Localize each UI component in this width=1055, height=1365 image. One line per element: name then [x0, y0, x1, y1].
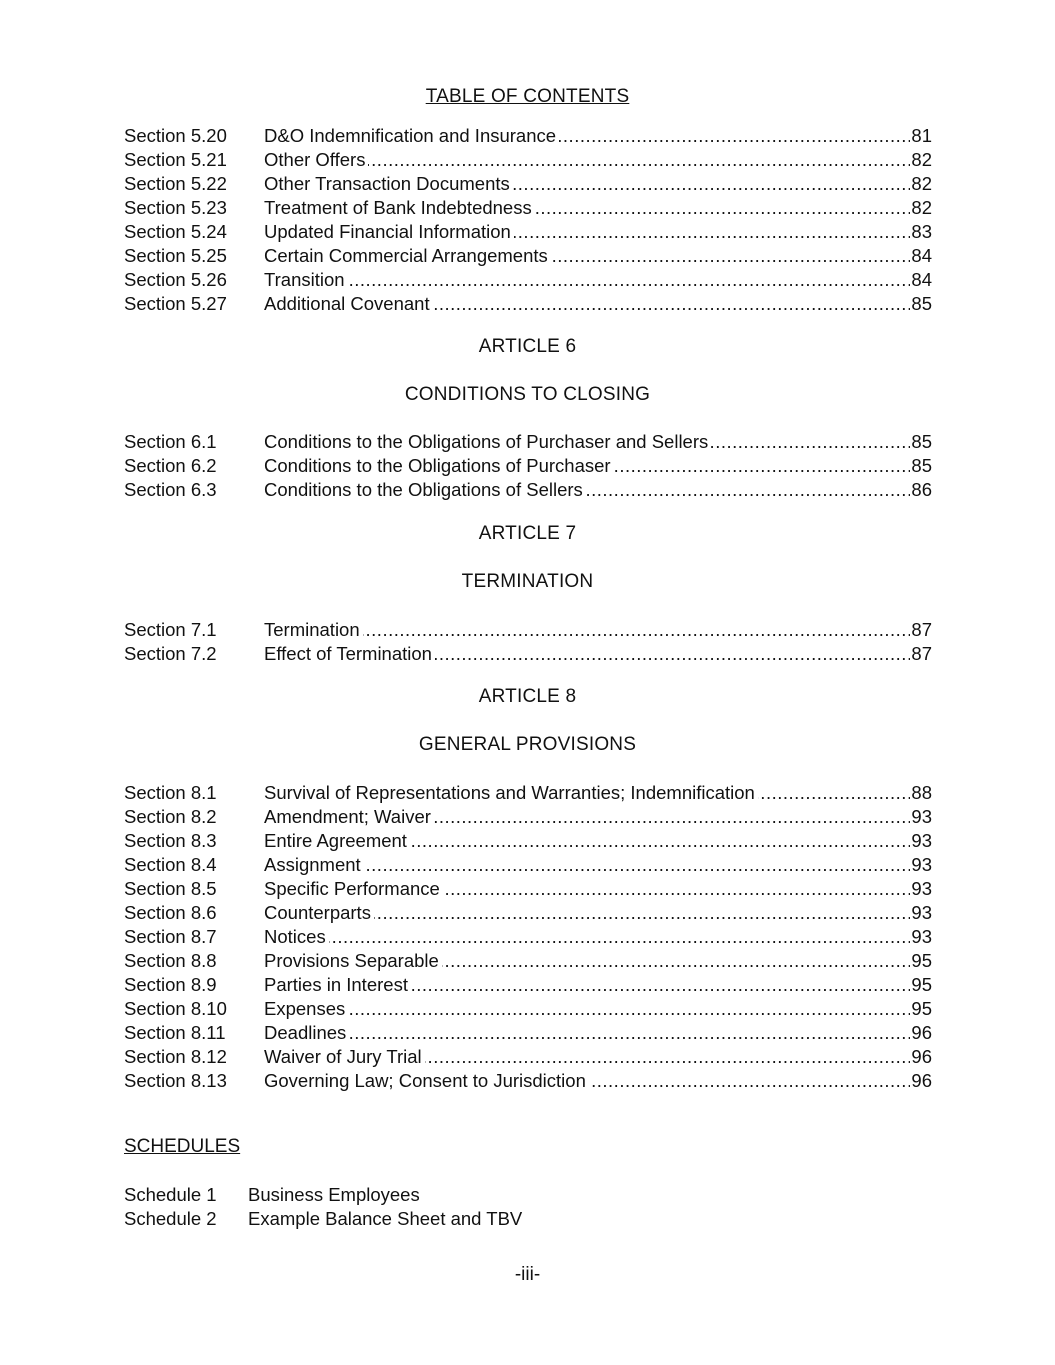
page-reference: 84	[911, 269, 932, 290]
schedule-number: Schedule 2	[124, 1208, 217, 1229]
section-number: Section 8.13	[124, 1070, 227, 1091]
section-title-leader	[264, 1021, 910, 1045]
section-title-leader	[264, 454, 910, 478]
article-8-label: ARTICLE 8	[478, 686, 577, 707]
section-title: Governing Law; Consent to Jurisdiction	[264, 1070, 589, 1091]
toc-entry	[124, 220, 932, 244]
section-title: Conditions to the Obligations of Sellers	[264, 479, 586, 500]
section-title: Assignment	[264, 854, 364, 875]
toc-entry	[124, 244, 932, 268]
section-title-leader	[264, 478, 910, 502]
section-title-leader	[264, 877, 910, 901]
section-number: Section 6.1	[124, 431, 217, 452]
toc-entry	[124, 805, 932, 829]
toc-entry	[124, 925, 932, 949]
section-title: Conditions to the Obligations of Purchaser and Sellers	[264, 431, 711, 452]
section-title-leader	[264, 925, 910, 949]
section-title: Specific Performance	[264, 878, 443, 899]
section-title: D&O Indemnification and Insurance	[264, 125, 559, 146]
section-title-leader	[264, 949, 910, 973]
toc-entry	[124, 853, 932, 877]
page-reference: 95	[911, 998, 932, 1019]
section-title: Certain Commercial Arrangements	[264, 245, 551, 266]
toc-entry	[124, 1069, 932, 1093]
toc-group-article-8	[124, 781, 932, 1093]
section-title-leader	[264, 148, 910, 172]
toc-entry	[124, 196, 932, 220]
section-title-leader	[264, 781, 910, 805]
toc-entry	[124, 973, 932, 997]
section-title: Entire Agreement	[264, 830, 410, 851]
section-title: Updated Financial Information	[264, 221, 514, 242]
section-number: Section 5.20	[124, 125, 227, 146]
page-reference: 93	[911, 806, 932, 827]
page-reference: 95	[911, 950, 932, 971]
toc-entry	[124, 478, 932, 502]
section-title: Parties in Interest	[264, 974, 411, 995]
section-title: Provisions Separable	[264, 950, 442, 971]
page-reference: 81	[911, 125, 932, 146]
page-reference: 85	[911, 293, 932, 314]
section-number: Section 8.8	[124, 950, 217, 971]
article-6-label: ARTICLE 6	[478, 336, 577, 357]
section-title: Counterparts	[264, 902, 374, 923]
page-reference: 85	[911, 431, 932, 452]
section-title: Expenses	[264, 998, 348, 1019]
section-title-leader	[264, 829, 910, 853]
page-reference: 96	[911, 1022, 932, 1043]
section-title-leader	[264, 805, 910, 829]
section-title: Deadlines	[264, 1022, 349, 1043]
section-number: Section 8.4	[124, 854, 217, 875]
page-reference: 84	[911, 245, 932, 266]
section-number: Section 5.23	[124, 197, 227, 218]
section-title: Waiver of Jury Trial	[264, 1046, 425, 1067]
section-number: Section 5.22	[124, 173, 227, 194]
page-reference: 87	[911, 619, 932, 640]
article-7-name: TERMINATION	[461, 571, 594, 592]
section-number: Section 5.25	[124, 245, 227, 266]
section-title-leader	[264, 1069, 910, 1093]
toc-title: TABLE OF CONTENTS	[425, 86, 630, 107]
page-reference: 93	[911, 902, 932, 923]
page-reference: 87	[911, 643, 932, 664]
toc-group-article-5	[124, 124, 932, 316]
toc-group-article-6	[124, 430, 932, 502]
article-6-name: CONDITIONS TO CLOSING	[404, 384, 651, 405]
page-reference: 85	[911, 455, 932, 476]
section-number: Section 8.7	[124, 926, 217, 947]
section-number: Section 5.26	[124, 269, 227, 290]
section-number: Section 7.2	[124, 643, 217, 664]
schedule-title: Business Employees	[248, 1184, 420, 1205]
section-number: Section 7.1	[124, 619, 217, 640]
section-title-leader	[264, 172, 910, 196]
section-number: Section 5.21	[124, 149, 227, 170]
toc-entry	[124, 172, 932, 196]
section-title: Amendment; Waiver	[264, 806, 434, 827]
section-title: Survival of Representations and Warranties; Indemnification	[264, 782, 758, 803]
page-reference: 83	[911, 221, 932, 242]
section-title-leader	[264, 901, 910, 925]
toc-entry	[124, 268, 932, 292]
toc-entry	[124, 430, 932, 454]
section-number: Section 5.27	[124, 293, 227, 314]
section-title-leader	[264, 997, 910, 1021]
section-title: Other Offers	[264, 149, 368, 170]
section-title: Other Transaction Documents	[264, 173, 513, 194]
section-title-leader	[264, 292, 910, 316]
page-number: -iii-	[514, 1264, 541, 1285]
section-title-leader	[264, 1045, 910, 1069]
section-title: Conditions to the Obligations of Purchaser	[264, 455, 614, 476]
schedules-title: SCHEDULES	[124, 1136, 241, 1157]
toc-entry	[124, 292, 932, 316]
section-number: Section 8.9	[124, 974, 217, 995]
toc-entry	[124, 618, 932, 642]
schedule-entry	[124, 1183, 522, 1207]
section-number: Section 8.5	[124, 878, 217, 899]
page-reference: 93	[911, 878, 932, 899]
section-title: Notices	[264, 926, 329, 947]
section-title-leader	[264, 618, 910, 642]
toc-entry	[124, 877, 932, 901]
page-reference: 82	[911, 197, 932, 218]
toc-entry	[124, 901, 932, 925]
page-reference: 96	[911, 1070, 932, 1091]
section-title: Effect of Termination	[264, 643, 435, 664]
schedule-entry	[124, 1207, 522, 1231]
section-title-leader	[264, 642, 910, 666]
section-number: Section 8.10	[124, 998, 227, 1019]
section-title: Termination	[264, 619, 363, 640]
section-number: Section 6.2	[124, 455, 217, 476]
toc-entry	[124, 997, 932, 1021]
section-number: Section 8.6	[124, 902, 217, 923]
section-number: Section 6.3	[124, 479, 217, 500]
section-title-leader	[264, 196, 910, 220]
section-title-leader	[264, 244, 910, 268]
section-title: Transition	[264, 269, 348, 290]
section-title: Treatment of Bank Indebtedness	[264, 197, 535, 218]
section-number: Section 8.3	[124, 830, 217, 851]
toc-entry	[124, 781, 932, 805]
section-title-leader	[264, 973, 910, 997]
section-number: Section 5.24	[124, 221, 227, 242]
toc-entry	[124, 1045, 932, 1069]
schedule-title: Example Balance Sheet and TBV	[248, 1208, 523, 1229]
article-7-label: ARTICLE 7	[478, 523, 577, 544]
article-8-name: GENERAL PROVISIONS	[418, 734, 637, 755]
toc-entry	[124, 148, 932, 172]
page-reference: 93	[911, 926, 932, 947]
page-reference: 82	[911, 173, 932, 194]
toc-entry	[124, 642, 932, 666]
page-reference: 88	[911, 782, 932, 803]
page-reference: 82	[911, 149, 932, 170]
toc-entry	[124, 454, 932, 478]
schedule-list	[124, 1183, 522, 1231]
section-number: Section 8.1	[124, 782, 217, 803]
section-title: Additional Covenant	[264, 293, 433, 314]
toc-entry	[124, 1021, 932, 1045]
section-title-leader	[264, 268, 910, 292]
section-title-leader	[264, 220, 910, 244]
section-number: Section 8.2	[124, 806, 217, 827]
page-reference: 95	[911, 974, 932, 995]
toc-entry	[124, 829, 932, 853]
page-reference: 93	[911, 830, 932, 851]
page-reference: 93	[911, 854, 932, 875]
section-number: Section 8.11	[124, 1022, 226, 1043]
section-number: Section 8.12	[124, 1046, 227, 1067]
schedule-number: Schedule 1	[124, 1184, 217, 1205]
page-reference: 96	[911, 1046, 932, 1067]
toc-group-article-7	[124, 618, 932, 666]
page-reference: 86	[911, 479, 932, 500]
section-title-leader	[264, 853, 910, 877]
toc-entry	[124, 124, 932, 148]
section-title-leader	[264, 430, 910, 454]
section-title-leader	[264, 124, 910, 148]
toc-entry	[124, 949, 932, 973]
